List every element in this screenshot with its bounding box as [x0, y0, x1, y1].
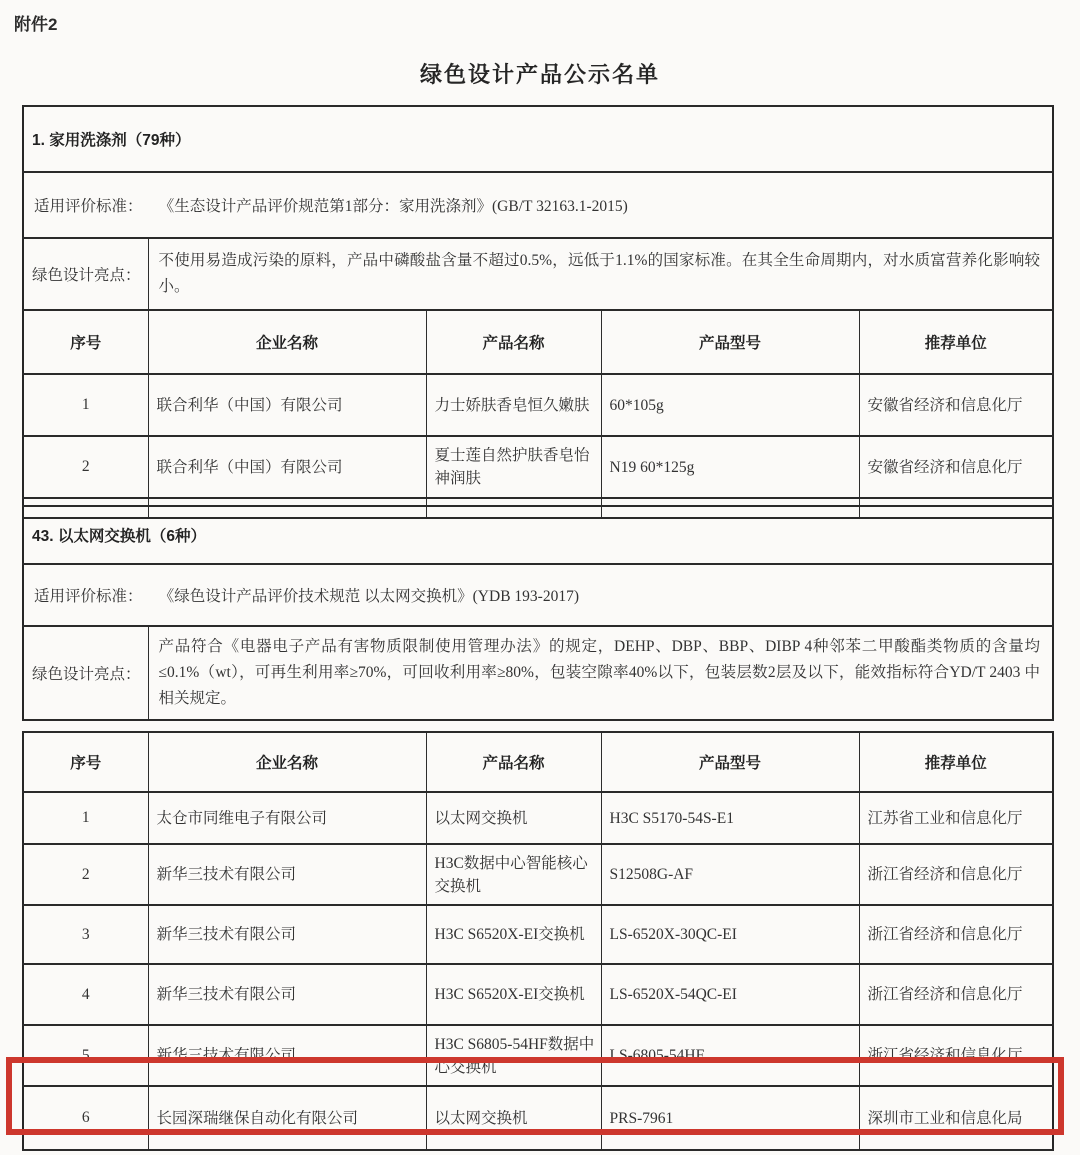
cell-no: 5: [23, 1025, 148, 1086]
column-header-product: 产品名称: [426, 732, 601, 792]
cell-product: 以太网交换机: [426, 792, 601, 844]
detergent-section-table: [22, 105, 1054, 519]
cell-recommender: 浙江省经济和信息化厅: [859, 844, 1053, 905]
highlight-label: 绿色设计亮点：: [23, 238, 148, 310]
cell-model: S12508G-AF: [601, 844, 859, 905]
cell-no: 6: [23, 1086, 148, 1150]
cell-recommender: 江苏省工业和信息化厅: [859, 792, 1053, 844]
highlight-text: 不使用易造成污染的原料，产品中磷酸盐含量不超过0.5%，远低于1.1%的国家标准。在其全生命周期内，对水质富营养化影响较小。: [148, 238, 1053, 310]
page-title: 绿色设计产品公示名单: [419, 62, 660, 87]
cell-model: H3C S5170-54S-E1: [601, 792, 859, 844]
table-header-row: [23, 310, 1053, 374]
table-header-row: [23, 732, 1053, 792]
cell-company: 新华三技术有限公司: [148, 905, 426, 964]
cell-recommender: 深圳市工业和信息化局: [859, 1086, 1053, 1150]
section-heading-row: [23, 506, 1053, 564]
cell-model: N19 60*125g: [601, 436, 859, 498]
cell-company: 新华三技术有限公司: [148, 844, 426, 905]
product-row: [23, 905, 1053, 964]
cell-company: 长园深瑞继保自动化有限公司: [148, 1086, 426, 1150]
cell-product: H3C S6520X-EI交换机: [426, 964, 601, 1025]
product-row: [23, 374, 1053, 436]
highlight-row: [23, 626, 1053, 720]
standard-label: 适用评价标准：: [34, 588, 143, 605]
cell-model: LS-6805-54HF: [601, 1025, 859, 1086]
cell-no: 2: [23, 436, 148, 498]
cell-product: 力士娇肤香皂恒久嫩肤: [426, 374, 601, 436]
cell-recommender: 浙江省经济和信息化厅: [859, 964, 1053, 1025]
cell-no: 2: [23, 844, 148, 905]
cell-recommender: 安徽省经济和信息化厅: [859, 374, 1053, 436]
column-header-recommender: 推荐单位: [859, 732, 1053, 792]
column-header-seq: 序号: [23, 310, 148, 374]
attachment-label: 附件2: [14, 15, 58, 34]
product-row: [23, 964, 1053, 1025]
cell-model: PRS-7961: [601, 1086, 859, 1150]
standard-row: [23, 564, 1053, 626]
cell-no: 1: [23, 374, 148, 436]
standard-text: 《绿色设计产品评价技术规范 以太网交换机》(YDB 193-2017): [166, 588, 579, 605]
switch-product-table: [22, 731, 1054, 1151]
cell-product: H3C S6520X-EI交换机: [426, 905, 601, 964]
cell-company: 新华三技术有限公司: [148, 1025, 426, 1086]
product-row-highlighted: [23, 1086, 1053, 1150]
cell-recommender: 安徽省经济和信息化厅: [859, 436, 1053, 498]
cell-recommender: 浙江省经济和信息化厅: [859, 1025, 1053, 1086]
cell-recommender: 浙江省经济和信息化厅: [859, 905, 1053, 964]
cell-product: 以太网交换机: [426, 1086, 601, 1150]
column-header-company: 企业名称: [148, 732, 426, 792]
cell-company: 联合利华（中国）有限公司: [148, 436, 426, 498]
standard-label: 适用评价标准：: [34, 198, 143, 215]
section-heading: 43. 以太网交换机（6种）: [23, 506, 1053, 564]
product-row: [23, 1025, 1053, 1086]
switch-section-info-table: [22, 505, 1054, 721]
cell-product: H3C S6805-54HF数据中心交换机: [426, 1025, 601, 1086]
cell-company: 联合利华（中国）有限公司: [148, 374, 426, 436]
product-row: [23, 792, 1053, 844]
standard-text: 《生态设计产品评价规范第1部分：家用洗涤剂》(GB/T 32163.1-2015): [166, 198, 628, 215]
highlight-row: [23, 238, 1053, 310]
column-header-recommender: 推荐单位: [859, 310, 1053, 374]
column-header-company: 企业名称: [148, 310, 426, 374]
cell-no: 3: [23, 905, 148, 964]
cell-product: 夏士莲自然护肤香皂怡神润肤: [426, 436, 601, 498]
cell-product: H3C数据中心智能核心交换机: [426, 844, 601, 905]
column-header-seq: 序号: [23, 732, 148, 792]
cell-no: 1: [23, 792, 148, 844]
product-row: [23, 844, 1053, 905]
cell-model: LS-6520X-30QC-EI: [601, 905, 859, 964]
cell-model: LS-6520X-54QC-EI: [601, 964, 859, 1025]
section-heading-row: [23, 106, 1053, 172]
product-row: [23, 436, 1053, 498]
column-header-model: 产品型号: [601, 310, 859, 374]
section-heading: 1. 家用洗涤剂（79种）: [23, 106, 1053, 172]
highlight-label: 绿色设计亮点：: [23, 626, 148, 720]
standard-row: [23, 172, 1053, 238]
highlight-text: 产品符合《电器电子产品有害物质限制使用管理办法》的规定，DEHP、DBP、BBP、DIBP 4种邻苯二甲酸酯类物质的含量均≤0.1%（wt），可再生利用率≥70%，可回收利用率≥80%，包装空隙率40%以下，包装层数2层及以下，能效指标符合YD/T 2403 中相关规定。: [148, 626, 1053, 720]
cell-company: 新华三技术有限公司: [148, 964, 426, 1025]
column-header-model: 产品型号: [601, 732, 859, 792]
cell-model: 60*105g: [601, 374, 859, 436]
cell-no: 4: [23, 964, 148, 1025]
cell-company: 太仓市同维电子有限公司: [148, 792, 426, 844]
column-header-product: 产品名称: [426, 310, 601, 374]
